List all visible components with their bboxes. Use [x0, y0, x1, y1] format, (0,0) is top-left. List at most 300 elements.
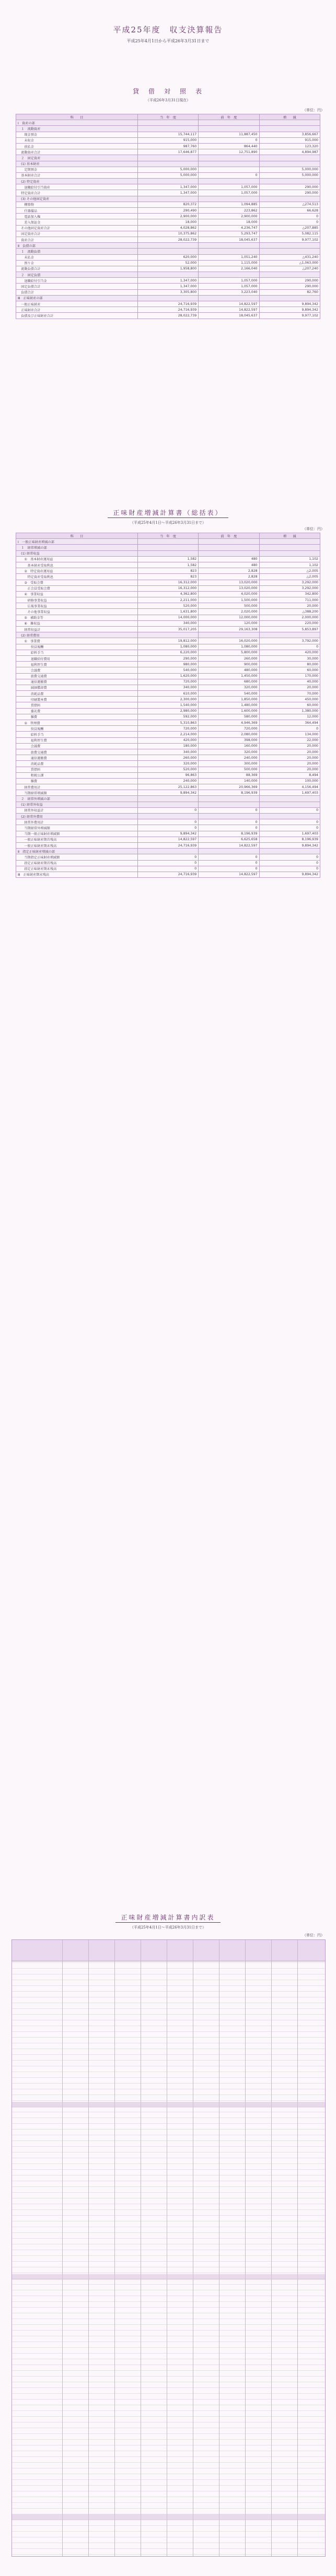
- bs-row: [16, 161, 320, 167]
- bs-cell-previous: 14,822,597: [199, 301, 259, 307]
- bs-cell-label: 前払金: [16, 143, 138, 149]
- bs-cell-previous: 12,751,890: [199, 149, 259, 155]
- pl-cell-current: 0: [137, 866, 198, 872]
- pl-row: [16, 819, 320, 825]
- unit-label: （単位：円）: [303, 108, 325, 112]
- pl-cell-previous: 6,625,658: [199, 837, 259, 842]
- pl-row: [16, 755, 320, 761]
- pl-row: [16, 761, 320, 767]
- pl-cell-label: ② 特定資産運用益: [16, 568, 138, 574]
- pl-cell-previous: 320,000: [199, 749, 259, 755]
- bs-cell-current: [137, 243, 198, 249]
- pl-cell-previous: 480: [199, 556, 259, 562]
- pl-cell-previous: 240,000: [199, 755, 259, 761]
- pl-cell-label: 基本財産受取利息: [16, 562, 138, 568]
- pl-cell-diff: 0: [259, 819, 320, 825]
- pl-cell-previous: 1,850,000: [199, 697, 259, 702]
- pl-detail-period: （平成25年4月1日〜平成26年3月31日まで）: [130, 1925, 206, 1930]
- pl-cell-previous: 0: [199, 866, 259, 872]
- pl-cell-diff: 60,000: [259, 667, 320, 673]
- pl-cell-previous: 0: [199, 819, 259, 825]
- bs-cell-diff: △207,240: [259, 266, 320, 272]
- pl-cell-current: 823: [137, 568, 198, 574]
- pl-cell-label: 経常収益計: [16, 627, 138, 632]
- pl-cell-diff: 0: [259, 866, 320, 872]
- bs-row: [16, 237, 320, 242]
- pl-cell-diff: 0: [259, 860, 320, 866]
- report-period: 平成25年4月1日から平成26年3月31日まで: [126, 39, 210, 43]
- balance-sheet-date: （平成26年3月31日現在）: [145, 98, 191, 102]
- pl-cell-label: 役員報酬: [16, 644, 138, 650]
- report-header: [0, 24, 336, 44]
- pl-cell-label: 委託費: [16, 708, 138, 714]
- pl-cell-label: (2) 経常外費用: [16, 814, 138, 819]
- pl-cell-label: 給料手当: [16, 650, 138, 655]
- bs-cell-diff: 66,628: [259, 208, 320, 214]
- bs-cell-label: ２ 固定資産: [16, 155, 138, 161]
- pl-cell-label: 正会員受取会費: [16, 585, 138, 591]
- bs-row: [16, 301, 320, 307]
- bs-row: [16, 214, 320, 219]
- pl-cell-current: 24,716,939: [137, 842, 198, 848]
- pl-cell-previous: 8,196,939: [199, 790, 259, 796]
- pl-cell-diff: 12,000: [259, 714, 320, 720]
- bs-row: [16, 179, 320, 184]
- pl-cell-current: 420,000: [137, 737, 198, 743]
- pl-cell-previous: [199, 550, 259, 556]
- pl-row: [16, 778, 320, 784]
- pl-cell-current: 1,080,000: [137, 644, 198, 650]
- bs-cell-diff: [259, 243, 320, 249]
- bs-cell-label: 固定負債合計: [16, 284, 138, 289]
- pl-row: [16, 807, 320, 813]
- pl-row: [16, 749, 320, 755]
- pl-cell-previous: 4,946,369: [199, 720, 259, 726]
- bs-cell-label: その他固定資産合計: [16, 225, 138, 231]
- bs-cell-diff: [259, 126, 320, 132]
- pl-cell-current: 19,812,000: [137, 638, 198, 644]
- pl-cell-label: (1) 経常収益: [16, 550, 138, 556]
- bs-cell-diff: 82,760: [259, 289, 320, 295]
- pl-cell-diff: [259, 796, 320, 802]
- pl-row: [16, 539, 320, 545]
- bs-cell-label: 特定資産合計: [16, 190, 138, 196]
- pl-row: [16, 814, 320, 819]
- bs-header-subject: 科 目: [16, 114, 138, 120]
- pl-row: [16, 662, 320, 667]
- pl-cell-diff: △2,005: [259, 568, 320, 574]
- bs-cell-previous: 4,236,747: [199, 225, 259, 231]
- pl-cell-previous: 20,966,369: [199, 784, 259, 790]
- pl-cell-previous: 13,020,000: [199, 580, 259, 585]
- pl-cell-diff: 20,000: [259, 755, 320, 761]
- bs-cell-previous: [199, 295, 259, 301]
- bs-cell-previous: 1,057,000: [199, 284, 259, 289]
- pl-cell-diff: 1,697,403: [259, 831, 320, 837]
- pl-row: [16, 702, 320, 708]
- pl-cell-diff: [259, 539, 320, 545]
- pl-cell-previous: 1,480,000: [199, 702, 259, 708]
- pl-cell-current: 180,000: [137, 743, 198, 749]
- pl-cell-label: 特定資産受取利息: [16, 574, 138, 580]
- pl-cell-previous: 500,000: [199, 603, 259, 609]
- pl-cell-diff: 1,102: [259, 562, 320, 568]
- pl-cell-current: [137, 550, 198, 556]
- pl-row: [16, 609, 320, 615]
- pl-cell-diff: 20,000: [259, 603, 320, 609]
- pl-cell-current: 0: [137, 825, 198, 831]
- bs-cell-label: 退職給付引当資産: [16, 184, 138, 190]
- pl-cell-diff: 20,000: [259, 761, 320, 767]
- pl-row: [16, 638, 320, 644]
- pl-cell-label: 賃借料: [16, 767, 138, 772]
- bs-cell-current: 28,022,739: [137, 237, 198, 242]
- bs-cell-current: [137, 196, 198, 202]
- pl-cell-current: 610,000: [137, 691, 198, 697]
- bs-cell-current: 1,347,000: [137, 184, 198, 190]
- bs-cell-current: 620,000: [137, 254, 198, 260]
- pl-cell-previous: 14,822,597: [199, 872, 259, 877]
- bs-cell-label: 固定資産合計: [16, 231, 138, 237]
- pl-cell-current: 0: [137, 860, 198, 866]
- bs-cell-previous: 5,293,747: [199, 231, 259, 237]
- bs-cell-previous: [199, 179, 259, 184]
- pl-cell-diff: 0: [259, 825, 320, 831]
- pl-cell-label: 研修事業収益: [16, 597, 138, 603]
- pl-cell-previous: 1,080,000: [199, 644, 259, 650]
- pl-cell-current: 720,000: [137, 726, 198, 732]
- pl-row: [16, 837, 320, 842]
- pl-cell-current: 320,000: [137, 761, 198, 767]
- bs-cell-label: ２ 固定負債: [16, 272, 138, 278]
- pl-cell-previous: 2,080,000: [199, 732, 259, 737]
- pl-cell-label: 福利厚生費: [16, 737, 138, 743]
- bs-cell-current: 52,000: [137, 260, 198, 266]
- bs-cell-current: 18,000: [137, 219, 198, 225]
- pl-cell-label: Ⅰ 一般正味財産増減の部: [16, 539, 138, 545]
- bs-cell-current: [137, 120, 198, 126]
- pl-cell-label: 印刷製本費: [16, 697, 138, 702]
- bs-cell-diff: 290,000: [259, 184, 320, 190]
- bs-cell-previous: [199, 196, 259, 202]
- pl-detail-grid: [11, 1939, 326, 2557]
- pl-row: [16, 568, 320, 574]
- bs-header-current: 当 年 度: [137, 114, 198, 120]
- pl-cell-previous: [199, 545, 259, 550]
- pl-cell-previous: 320,000: [199, 685, 259, 690]
- pl-cell-previous: 480: [199, 562, 259, 568]
- bs-cell-label: 負債及び正味財産合計: [16, 313, 138, 319]
- pl-cell-previous: 88,369: [199, 772, 259, 778]
- pl-cell-current: 1,540,000: [137, 702, 198, 708]
- pl-cell-previous: [199, 539, 259, 545]
- bs-cell-current: 24,716,939: [137, 307, 198, 313]
- pl-cell-previous: 5,800,000: [199, 650, 259, 655]
- pl-row: [16, 831, 320, 837]
- bs-cell-diff: [259, 249, 320, 254]
- bs-cell-previous: [199, 120, 259, 126]
- bs-cell-current: 17,646,877: [137, 149, 198, 155]
- pl-header-previous: 前 年 度: [199, 533, 259, 539]
- bs-row: [16, 249, 320, 254]
- pl-cell-previous: [199, 849, 259, 854]
- pl-cell-previous: 0: [199, 807, 259, 813]
- pl-cell-current: [137, 802, 198, 807]
- bs-cell-previous: 1,115,000: [199, 260, 259, 266]
- pl-summary-title: 正味財産増減計算書（総括表）: [108, 508, 228, 518]
- pl-cell-label: 当期指定正味財産増減額: [16, 854, 138, 860]
- pl-cell-diff: 5,853,897: [259, 627, 320, 632]
- bs-cell-label: 一般正味財産: [16, 301, 138, 307]
- bs-cell-diff: 9,894,342: [259, 301, 320, 307]
- bs-cell-label: Ⅰ 資産の部: [16, 120, 138, 126]
- pl-cell-previous: 300,000: [199, 761, 259, 767]
- pl-cell-previous: 8,196,939: [199, 831, 259, 837]
- pl-cell-current: 16,312,000: [137, 580, 198, 585]
- pl-cell-label: その他事業収益: [16, 609, 138, 615]
- bs-cell-diff: 290,000: [259, 284, 320, 289]
- bs-row: [16, 272, 320, 278]
- pl-cell-diff: 342,800: [259, 591, 320, 597]
- pl-cell-previous: 160,000: [199, 743, 259, 749]
- bs-row: [16, 266, 320, 272]
- pl-cell-label: Ⅲ 正味財産期末残高: [16, 872, 138, 877]
- bs-cell-label: １ 流動資産: [16, 126, 138, 132]
- pl-row: [16, 691, 320, 697]
- bs-cell-current: 2,900,000: [137, 214, 198, 219]
- bs-row: [16, 143, 320, 149]
- pl-cell-label: ① 基本財産運用益: [16, 556, 138, 562]
- pl-header-diff: 増 減: [259, 533, 320, 539]
- pl-cell-current: 340,000: [137, 620, 198, 626]
- bs-cell-label: Ⅱ 負債の部: [16, 243, 138, 249]
- pl-cell-current: 96,863: [137, 772, 198, 778]
- pl-row: [16, 591, 320, 597]
- bs-cell-diff: △274,513: [259, 202, 320, 207]
- pl-cell-current: 823: [137, 574, 198, 580]
- pl-row: [16, 697, 320, 702]
- bs-cell-label: 正味財産合計: [16, 307, 138, 313]
- bs-cell-previous: [199, 249, 259, 254]
- pl-row: [16, 685, 320, 690]
- bs-cell-previous: 18,045,637: [199, 313, 259, 319]
- pl-detail-heading: [0, 1912, 336, 1930]
- bs-header-previous: 前 年 度: [199, 114, 259, 120]
- bs-cell-current: 5,000,000: [137, 167, 198, 172]
- pl-row: [16, 720, 320, 726]
- pl-cell-current: 35,017,205: [137, 627, 198, 632]
- pl-cell-label: (1) 経常外収益: [16, 802, 138, 807]
- pl-cell-label: 賃借料: [16, 702, 138, 708]
- bs-cell-diff: [259, 179, 320, 184]
- pl-cell-diff: 450,000: [259, 697, 320, 702]
- pl-cell-previous: 0: [199, 854, 259, 860]
- pl-cell-label: ⑤ 補助金等: [16, 615, 138, 620]
- bs-cell-current: 5,000,000: [137, 172, 198, 178]
- pl-cell-label: 経常外費用計: [16, 819, 138, 825]
- pl-cell-label: ⑥ 雑収益: [16, 620, 138, 626]
- pl-cell-diff: 0: [259, 726, 320, 732]
- bs-cell-diff: 915,000: [259, 137, 320, 143]
- unit-label-2: （単位：円）: [303, 527, 325, 531]
- pl-row: [16, 772, 320, 778]
- pl-detail-grid-header: [12, 1940, 325, 1961]
- bs-cell-current: 15,744,117: [137, 132, 198, 137]
- pl-row: [16, 860, 320, 866]
- pl-cell-current: 16,312,000: [137, 585, 198, 591]
- bs-row: [16, 254, 320, 260]
- pl-cell-diff: 0: [259, 807, 320, 813]
- pl-cell-current: [137, 849, 198, 854]
- pl-cell-current: 1,582: [137, 562, 198, 568]
- bs-cell-current: [137, 295, 198, 301]
- pl-row: [16, 620, 320, 626]
- pl-cell-label: 指定正味財産期首残高: [16, 860, 138, 866]
- bs-cell-current: 1,347,000: [137, 278, 198, 284]
- bs-cell-label: 構築物: [16, 202, 138, 207]
- bs-row: [16, 225, 320, 231]
- bs-row: [16, 278, 320, 284]
- report-page: [0, 24, 336, 2576]
- bs-cell-diff: 5,000,000: [259, 167, 320, 172]
- pl-row: [16, 650, 320, 655]
- bs-cell-label: (2) 特定資産: [16, 179, 138, 184]
- bs-cell-current: [137, 126, 198, 132]
- pl-cell-current: [137, 814, 198, 819]
- pl-cell-diff: 170,000: [259, 673, 320, 679]
- pl-cell-label: ② 管理費: [16, 720, 138, 726]
- pl-cell-previous: 2,828: [199, 574, 259, 580]
- bs-cell-label: 未払金: [16, 254, 138, 260]
- pl-cell-diff: [259, 849, 320, 854]
- pl-cell-previous: 680,000: [199, 679, 259, 685]
- pl-cell-diff: 3,292,000: [259, 585, 320, 591]
- pl-cell-diff: [259, 545, 320, 550]
- pl-cell-current: 6,220,000: [137, 650, 198, 655]
- pl-cell-current: 9,894,342: [137, 790, 198, 796]
- pl-cell-diff: [259, 814, 320, 819]
- bs-cell-current: 987,760: [137, 143, 198, 149]
- pl-cell-previous: 500,000: [199, 767, 259, 772]
- pl-cell-current: 0: [137, 819, 198, 825]
- bs-cell-diff: 4,894,987: [259, 149, 320, 155]
- pl-cell-current: 2,214,000: [137, 732, 198, 737]
- pl-cell-label: 当期一般正味財産増減額: [16, 831, 138, 837]
- bs-cell-previous: 11,887,450: [199, 132, 259, 137]
- bs-cell-diff: 123,320: [259, 143, 320, 149]
- bs-cell-current: 820,372: [137, 202, 198, 207]
- pl-row: [16, 802, 320, 807]
- bs-cell-diff: 290,000: [259, 190, 320, 196]
- pl-cell-diff: 420,000: [259, 650, 320, 655]
- pl-cell-label: 一般正味財産期末残高: [16, 842, 138, 848]
- pl-row: [16, 574, 320, 580]
- pl-row: [16, 655, 320, 661]
- pl-cell-previous: 580,000: [199, 714, 259, 720]
- bs-cell-label: 基本財産合計: [16, 172, 138, 178]
- pl-cell-previous: 2,020,000: [199, 609, 259, 615]
- bs-cell-current: 24,716,939: [137, 301, 198, 307]
- bs-cell-previous: 2,166,040: [199, 266, 259, 272]
- bs-cell-diff: △1,063,000: [259, 260, 320, 266]
- pl-cell-current: 540,000: [137, 667, 198, 673]
- bs-cell-diff: [259, 120, 320, 126]
- bs-row: [16, 307, 320, 313]
- bs-cell-previous: [199, 155, 259, 161]
- pl-cell-previous: [199, 632, 259, 638]
- pl-detail-title: 正味財産増減計算書内訳表: [115, 1913, 220, 1923]
- bs-row: [16, 120, 320, 126]
- bs-cell-current: 290,490: [137, 208, 198, 214]
- pl-cell-diff: 3,292,000: [259, 580, 320, 585]
- pl-cell-label: 通信運搬費: [16, 679, 138, 685]
- pl-cell-current: 240,000: [137, 778, 198, 784]
- bs-cell-previous: 0: [199, 172, 259, 178]
- pl-cell-previous: 480,000: [199, 667, 259, 673]
- pl-cell-current: [137, 539, 198, 545]
- pl-cell-current: 0: [137, 807, 198, 813]
- pl-summary-heading: [0, 507, 336, 525]
- pl-cell-previous: 1,600,000: [199, 708, 259, 714]
- pl-cell-diff: △388,200: [259, 609, 320, 615]
- pl-cell-label: 雑費: [16, 778, 138, 784]
- pl-cell-current: 592,000: [137, 714, 198, 720]
- pl-cell-diff: [259, 632, 320, 638]
- pl-cell-label: (2) 経常費用: [16, 632, 138, 638]
- bs-cell-previous: 0: [199, 137, 259, 143]
- bs-cell-diff: 9,894,342: [259, 307, 320, 313]
- pl-cell-label: 雑費: [16, 714, 138, 720]
- pl-cell-diff: 100,000: [259, 778, 320, 784]
- pl-row: [16, 550, 320, 556]
- bs-cell-previous: 1,057,000: [199, 184, 259, 190]
- pl-row: [16, 854, 320, 860]
- bs-row: [16, 284, 320, 289]
- pl-cell-diff: 70,000: [259, 691, 320, 697]
- pl-row: [16, 585, 320, 591]
- pl-header-current: 当 年 度: [137, 533, 198, 539]
- pl-cell-diff: 8,196,939: [259, 837, 320, 842]
- bs-cell-previous: [199, 126, 259, 132]
- pl-row: [16, 603, 320, 609]
- pl-cell-current: 9,894,342: [137, 831, 198, 837]
- pl-cell-label: 旅費交通費: [16, 749, 138, 755]
- pl-row: [16, 796, 320, 802]
- pl-cell-current: 14,822,597: [137, 837, 198, 842]
- pl-row: [16, 825, 320, 831]
- pl-cell-current: 2,211,000: [137, 597, 198, 603]
- pl-cell-previous: 4,020,000: [199, 591, 259, 597]
- bs-cell-diff: [259, 196, 320, 202]
- pl-cell-diff: 8,494: [259, 772, 320, 778]
- bs-cell-label: 定期預金: [16, 167, 138, 172]
- bs-cell-diff: [259, 295, 320, 301]
- pl-cell-label: 会議費: [16, 667, 138, 673]
- pl-cell-current: 2,300,000: [137, 697, 198, 702]
- bs-row: [16, 243, 320, 249]
- bs-row: [16, 208, 320, 214]
- pl-cell-label: 租税公課: [16, 772, 138, 778]
- bs-cell-previous: 2,900,000: [199, 214, 259, 219]
- bs-cell-diff: 9,977,102: [259, 313, 320, 319]
- bs-row: [16, 202, 320, 207]
- pl-cell-current: 0: [137, 854, 198, 860]
- pl-row: [16, 556, 320, 562]
- pl-row: [16, 580, 320, 585]
- pl-cell-previous: 2,828: [199, 568, 259, 574]
- bs-cell-previous: 223,862: [199, 208, 259, 214]
- pl-cell-previous: 260,000: [199, 655, 259, 661]
